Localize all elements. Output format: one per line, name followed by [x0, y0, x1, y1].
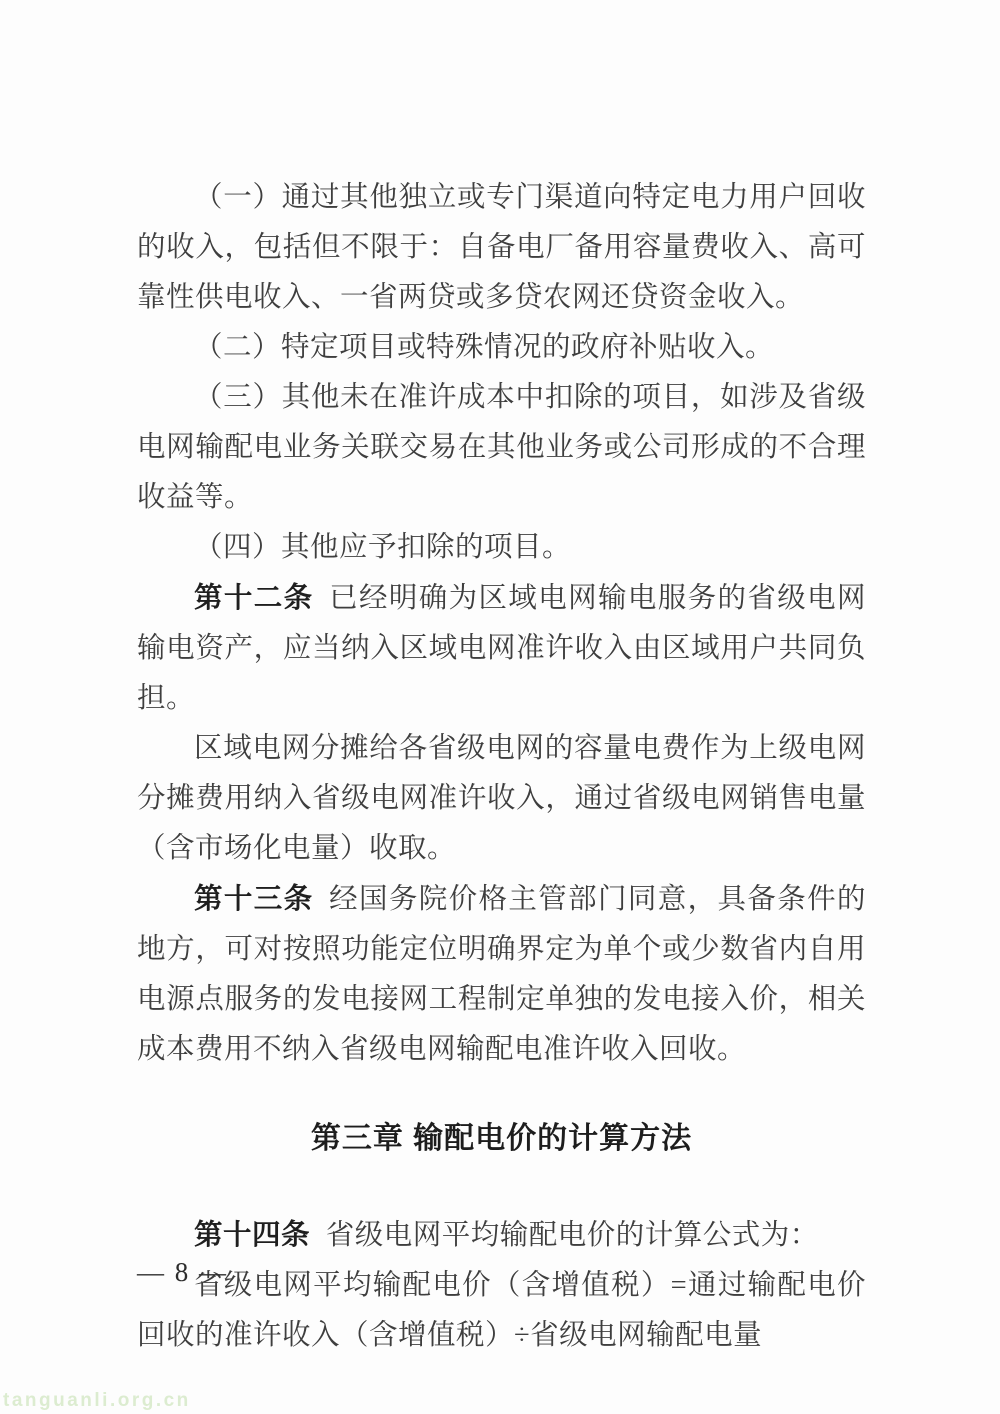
- clause-4-paragraph: （四）其他应予扣除的项目。: [194, 532, 572, 563]
- chapter-3-heading: 第三章 输配电价的计算方法: [310, 1122, 693, 1155]
- page-number: — 8 —: [137, 1257, 228, 1287]
- formula-paragraph: 省级电网平均输配电价（含增值税）=通过输配电价回收的准许收入（含增值税）÷省级电网输配电量: [137, 1270, 866, 1351]
- article-14-paragraph: [137, 1210, 866, 1261]
- article-13-label: 第十三条: [194, 883, 314, 915]
- clause-3-paragraph: （三）其他未在准许成本中扣除的项目，如涉及省级电网输配电业务关联交易在其他业务或公司形成的不合理收益等。: [137, 382, 866, 513]
- clause-1-paragraph: （一）通过其他独立或专门渠道向特定电力用户回收的收入，包括但不限于：自备电厂备用容量费收入、高可靠性供电收入、一省两贷或多贷农网还贷资金收入。: [137, 182, 866, 313]
- regional-share-paragraph: 区域电网分摊给各省级电网的容量电费作为上级电网分摊费用纳入省级电网准许收入，通过省级电网销售电量（含市场化电量）收取。: [137, 733, 866, 864]
- article-12-label: 第十二条: [194, 582, 314, 614]
- site-watermark: tanguanli.org.cn: [3, 1390, 191, 1411]
- article-12-paragraph: [137, 573, 866, 724]
- clause-2-paragraph: （二）特定项目或特殊情况的政府补贴收入。: [194, 332, 775, 363]
- article-13-text: 经国务院价格主管部门同意，具备条件的地方，可对按照功能定位明确界定为单个或少数省内自用电源点服务的发电接网工程制定单独的发电接入价，相关成本费用不纳入省级电网输配电准许收入回收。: [137, 884, 866, 1065]
- document-body: [137, 173, 866, 1361]
- article-12-text: 已经明确为区域电网输电服务的省级电网输电资产，应当纳入区域电网准许收入由区域用户共同负担。: [137, 583, 866, 714]
- article-14-label: 第十四条: [194, 1219, 311, 1251]
- article-14-text: 省级电网平均输配电价的计算公式为：: [325, 1220, 819, 1251]
- article-13-paragraph: [137, 874, 866, 1075]
